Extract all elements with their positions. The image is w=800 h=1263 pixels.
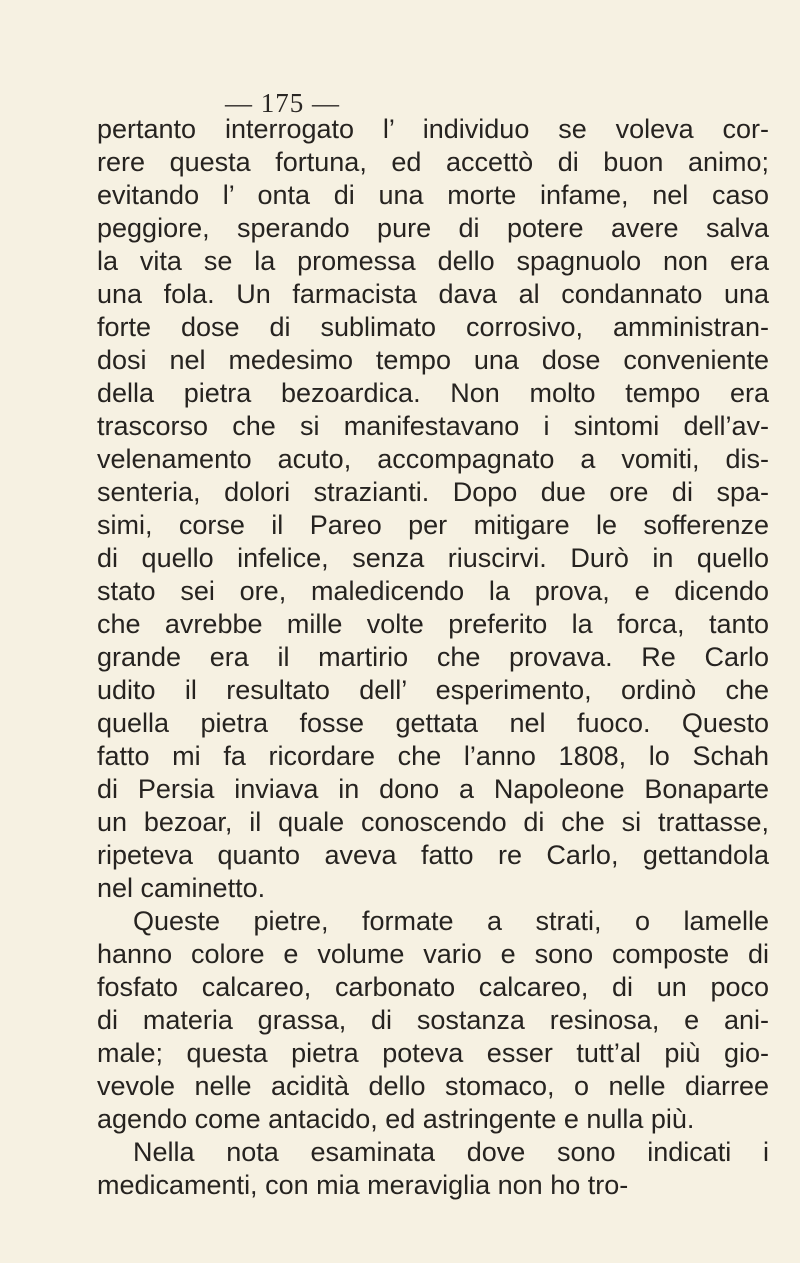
text-line: quella pietra fosse gettata nel fuoco. Questo: [97, 708, 769, 738]
body-text: [97, 113, 769, 1202]
text-line: male; questa pietra poteva esser tutt’al più gio-: [97, 1038, 769, 1068]
text-line: medicamenti, con mia meraviglia non ho tro-: [97, 1170, 629, 1200]
text-line: pertanto interrogato l’ individuo se voleva cor-: [97, 114, 769, 144]
text-line: velenamento acuto, accompagnato a vomiti, dis-: [97, 444, 769, 474]
text-line: grande era il martirio che provava. Re Carlo: [97, 642, 769, 672]
text-line: fatto mi fa ricordare che l’anno 1808, lo Schah: [97, 741, 769, 771]
text-line: di quello infelice, senza riuscirvi. Durò in quello: [97, 543, 769, 573]
text-line: nel caminetto.: [97, 873, 266, 903]
text-line: simi, corse il Pareo per mitigare le sofferenze: [97, 510, 769, 540]
text-line: di Persia inviava in dono a Napoleone Bonaparte: [97, 774, 769, 804]
text-line: evitando l’ onta di una morte infame, nel caso: [97, 180, 769, 210]
text-line: dosi nel medesimo tempo una dose conveniente: [97, 345, 769, 375]
text-line: rere questa fortuna, ed accettò di buon animo;: [97, 147, 769, 177]
text-line: agendo come antacido, ed astringente e nulla più.: [97, 1104, 695, 1134]
text-line: hanno colore e volume vario e sono composte di: [97, 939, 769, 969]
text-line: Nella nota esaminata dove sono indicati i: [133, 1137, 769, 1167]
text-line: senteria, dolori strazianti. Dopo due ore di spa-: [97, 477, 769, 507]
text-line: una fola. Un farmacista dava al condannato una: [97, 279, 769, 309]
text-line: fosfato calcareo, carbonato calcareo, di un poco: [97, 972, 769, 1002]
text-line: che avrebbe mille volte preferito la forca, tanto: [97, 609, 769, 639]
text-line: la vita se la promessa dello spagnuolo non era: [97, 246, 769, 276]
text-line: stato sei ore, maledicendo la prova, e dicendo: [97, 576, 769, 606]
text-line: udito il resultato dell’ esperimento, ordinò che: [97, 675, 769, 705]
text-line: forte dose di sublimato corrosivo, amministran-: [97, 312, 769, 342]
page-number: — 175 —: [225, 88, 340, 118]
text-line: ripeteva quanto aveva fatto re Carlo, gettandola: [97, 840, 769, 870]
text-line: della pietra bezoardica. Non molto tempo era: [97, 378, 769, 408]
text-line: trascorso che si manifestavano i sintomi dell’av-: [97, 411, 769, 441]
text-line: un bezoar, il quale conoscendo di che si trattasse,: [97, 807, 769, 837]
text-line: di materia grassa, di sostanza resinosa, e ani-: [97, 1005, 769, 1035]
text-line: peggiore, sperando pure di potere avere salva: [97, 213, 769, 243]
text-line: Queste pietre, formate a strati, o lamelle: [133, 906, 769, 936]
text-line: vevole nelle acidità dello stomaco, o nelle diarree: [97, 1071, 769, 1101]
